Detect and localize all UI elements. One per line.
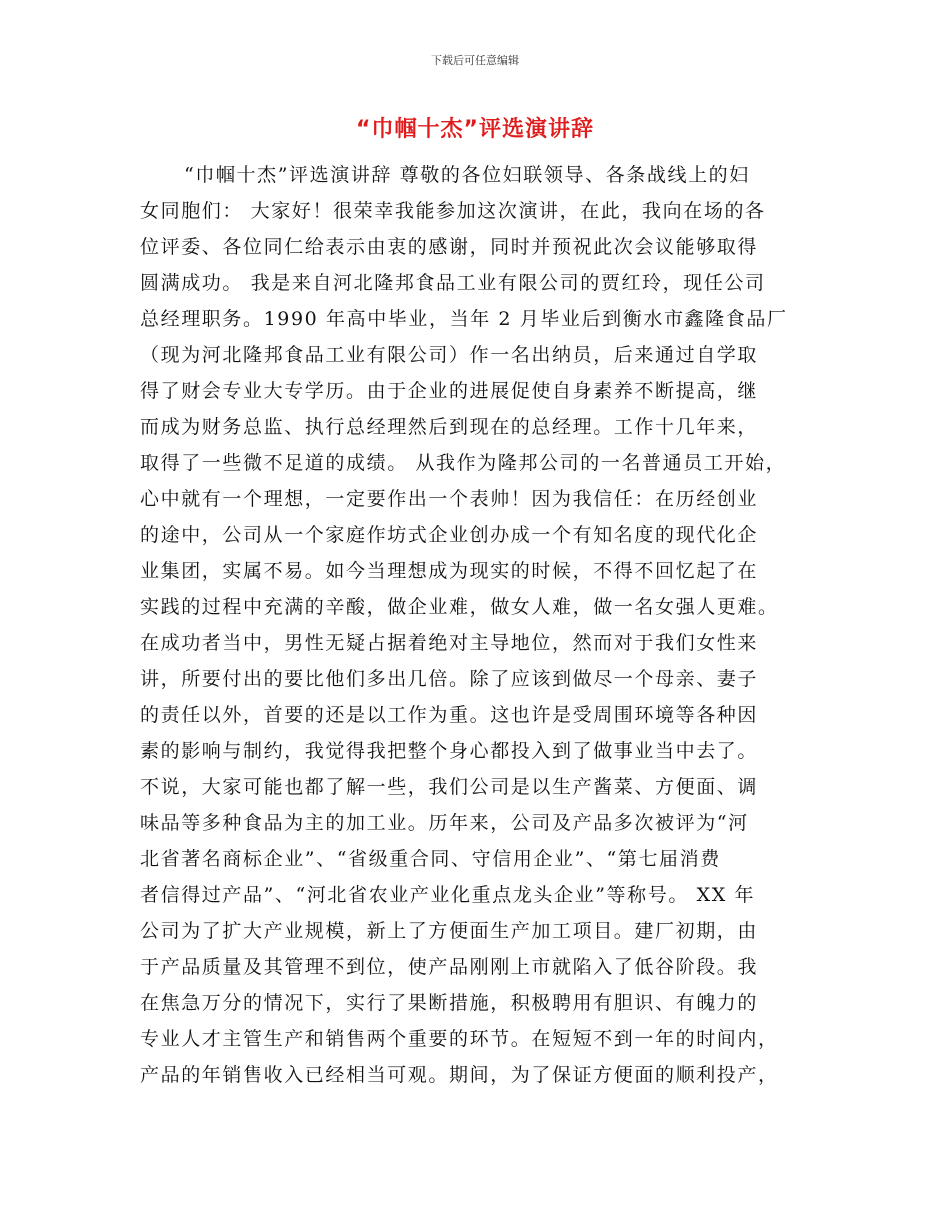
document-title: “巾帼十杰”评选演讲辞 — [356, 117, 594, 142]
text-line: 的责任以外，首要的还是以工作为重。这也许是受周围环境等各种因 — [140, 704, 759, 726]
text-line: （现为河北隆邦食品工业有限公司）作一名出纳员，后来通过自学取 — [140, 344, 759, 366]
text-line: 女同胞们： 大家好！很荣幸我能参加这次演讲，在此，我向在场的各 — [140, 200, 766, 222]
text-line: 于产品质量及其管理不到位，使产品刚刚上市就陷入了低谷阶段。我 — [140, 956, 759, 978]
text-line: 产品的年销售收入已经相当可观。期间，为了保证方便面的顺利投产， — [140, 1064, 779, 1086]
text-line: 在焦急万分的情况下，实行了果断措施，积极聘用有胆识、有魄力的 — [140, 992, 759, 1014]
body-text — [140, 157, 820, 1093]
text-line: 实践的过程中充满的辛酸，做企业难，做女人难，做一名女强人更难。 — [140, 596, 779, 618]
text-line: 不说，大家可能也都了解一些，我们公司是以生产酱菜、方便面、调 — [140, 776, 759, 798]
text-line: 北省著名商标企业”、“省级重合同、守信用企业”、“第七届消费 — [140, 848, 721, 870]
text-line: 者信得过产品”、“河北省农业产业化重点龙头企业”等称号。 XX 年 — [140, 884, 756, 906]
text-line: 业集团，实属不易。如今当理想成为现实的时候，不得不回忆起了在 — [140, 560, 759, 582]
header-note: 下载后可任意编辑 — [431, 54, 519, 67]
text-line: 专业人才主管生产和销售两个重要的环节。在短短不到一年的时间内， — [140, 1028, 779, 1050]
text-line: 味品等多种食品为主的加工业。历年来，公司及产品多次被评为“河 — [140, 812, 749, 834]
text-line: 总经理职务。1990 年高中毕业，当年 2 月毕业后到衡水市鑫隆食品厂 — [140, 308, 788, 330]
text-line: 在成功者当中，男性无疑占据着绝对主导地位，然而对于我们女性来 — [140, 632, 759, 654]
text-line: 的途中，公司从一个家庭作坊式企业创办成一个有知名度的现代化企 — [140, 524, 759, 546]
text-line: 心中就有一个理想，一定要作出一个表帅！因为我信任：在历经创业 — [140, 488, 759, 510]
text-line: 取得了一些微不足道的成绩。 从我作为隆邦公司的一名普通员工开始， — [140, 452, 787, 474]
text-line: 位评委、各位同仁给表示由衷的感谢，同时并预祝此次会议能够取得 — [140, 236, 759, 258]
text-line: 得了财会专业大专学历。由于企业的进展促使自身素养不断提高，继 — [140, 380, 759, 402]
text-line: 圆满成功。 我是来自河北隆邦食品工业有限公司的贾红玲，现任公司 — [140, 272, 766, 294]
text-line: 素的影响与制约，我觉得我把整个身心都投入到了做事业当中去了。 — [140, 740, 759, 762]
text-line: “巾帼十杰”评选演讲辞 尊敬的各位妇联领导、各条战线上的妇 — [184, 164, 750, 186]
text-line: 公司为了扩大产业规模，新上了方便面生产加工项目。建厂初期，由 — [140, 920, 759, 942]
text-line: 讲，所要付出的要比他们多出几倍。除了应该到做尽一个母亲、妻子 — [140, 668, 759, 690]
text-line: 而成为财务总监、执行总经理然后到现在的总经理。工作十几年来， — [140, 416, 759, 438]
